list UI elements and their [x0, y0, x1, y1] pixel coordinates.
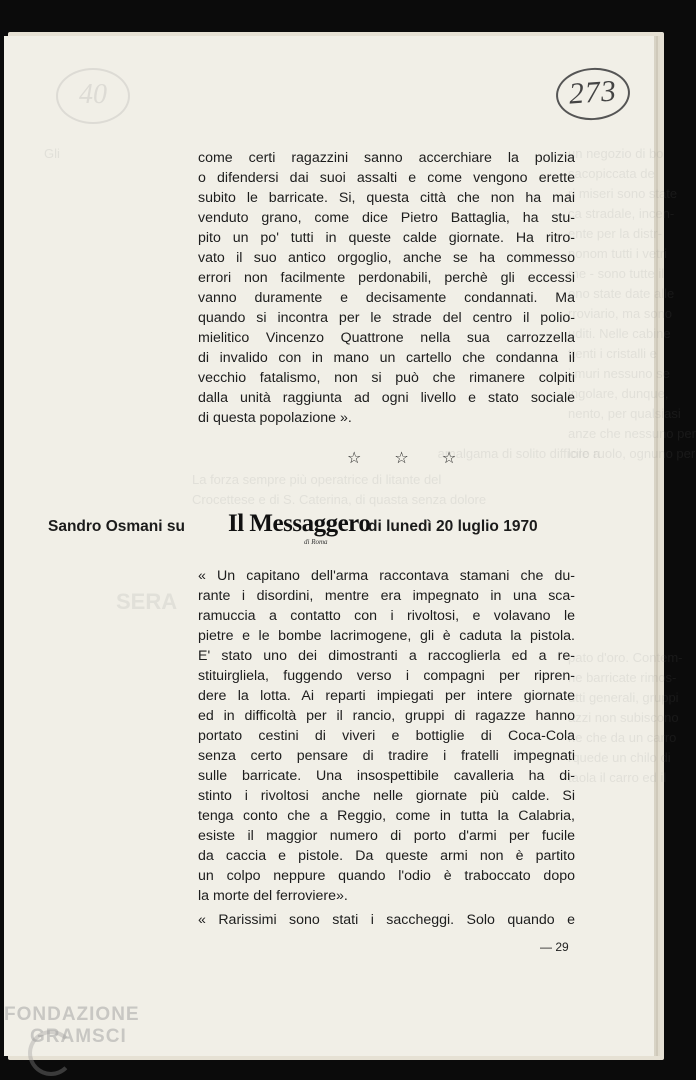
text-line: pietre e le bombe lacrimogene, gli è caduta la pistola.	[198, 628, 575, 644]
bleed-line: un negozio di bo	[568, 146, 664, 161]
bleed-through-sera	[116, 588, 196, 616]
bleed-line: pato d'oro. Contem-	[568, 650, 683, 665]
bleed-through-left	[44, 144, 104, 164]
bleed-line: loro ruolo, ognuno per	[568, 446, 696, 461]
bleed-line: uditi. Nelle cabine	[568, 326, 671, 341]
newspaper-masthead: Il Messaggero	[228, 510, 371, 537]
archive-watermark	[4, 1004, 140, 1048]
text-line: ed in difficoltà per il rancio, gruppi di ragazze hanno	[198, 708, 575, 724]
bleed-line: anze che nessuno per	[568, 426, 696, 441]
text-line: esiste il maggior numero di porto d'armi per fucile	[198, 828, 575, 844]
bleed-through-bottom-wide	[40, 444, 600, 464]
text-line: di invalido con in mano un cartello che condanna il	[198, 350, 575, 366]
archive-number-ghost	[56, 68, 130, 124]
text-line: venduto grano, come dice Pietro Battaglia, ha stu-	[198, 210, 575, 226]
text-line: quando si incontra per le strade del centro il polio-	[198, 310, 575, 326]
text-line: tenga conto che a Reggio, come in tutta la Calabria,	[198, 808, 575, 824]
text-line: ramuccia a contatto con i rivoltosi, e volavano le	[198, 608, 575, 624]
text-line: un colpo neppure quando l'odio è traboccato dopo	[198, 868, 575, 884]
bleed-line: i muri nessuno se	[568, 366, 670, 381]
text-line: vato il suo antico orgoglio, anche se ha commesso	[198, 250, 575, 266]
bleed-line: rquede un chilo di	[568, 750, 671, 765]
bleed-line: nento, per qualsiasi	[568, 406, 681, 421]
body-text-block-1	[198, 148, 575, 428]
bleed-through-middle	[192, 470, 572, 510]
text-line: E' stato uno dei dimostranti a raccoglierla ed a re-	[198, 648, 575, 664]
bleed-line: utti generali, gruppi	[568, 690, 679, 705]
text-line: errori non facilmente perdonabili, perchè gli eccessi	[198, 270, 575, 286]
bleed-line: SERA	[116, 589, 178, 614]
text-line: o difendersi dai suoi assalti e come vengono erette	[198, 170, 575, 186]
text-line: da caccia e pistole. Da queste armi non è partito	[198, 848, 575, 864]
text-line: vecchio fatalismo, non si può che rimanere colpiti	[198, 370, 575, 386]
bleed-through-right	[568, 144, 696, 464]
archive-number-stamp	[554, 65, 631, 122]
text-line: mielitico Vincenzo Quattrone nella sua carrozzella	[198, 330, 575, 346]
bleed-through-lower-right	[568, 648, 683, 788]
bleed-line: ca stradale, incen-	[568, 206, 675, 221]
text-line: senza certo pensare di tradire i fratelli impegnati	[198, 748, 575, 764]
text-line: come certi ragazzini sanno accerchiare la polizia	[198, 150, 575, 166]
body-text-block-2	[198, 566, 575, 930]
newspaper-masthead-sub: di Roma	[304, 538, 328, 546]
section-separator-stars: ☆ ☆ ☆	[347, 448, 471, 467]
bleed-line: Gli	[44, 146, 60, 161]
text-line: di questa popolazione ».	[198, 410, 352, 426]
archive-number-ghost-text: 40	[79, 79, 107, 110]
text-line: dere la lotta. Ai reparti impiegati per intere giornate	[198, 688, 575, 704]
text-line: subito le barricate. Si, questa città che non ha mai	[198, 190, 575, 206]
bleed-line: taola il carro ed il	[568, 770, 667, 785]
publication-date: di lunedì 20 luglio 1970	[368, 518, 538, 535]
bleed-line: me - sono tutte il	[568, 266, 665, 281]
text-line: vanno duramente e decisamente condannati. Ma	[198, 290, 575, 306]
text-line: rante i disordini, mentre era impegnato in una sca-	[198, 588, 575, 604]
archive-number-text: 273	[567, 74, 618, 111]
page-number: — 29	[540, 940, 569, 954]
bleed-line: azzi non subiscono	[568, 710, 679, 725]
watermark-line-1: FONDAZIONE	[4, 1004, 140, 1025]
text-line: stinto i rivoltosi anche nelle giornate più calde. Si	[198, 788, 575, 804]
text-line: « Un capitano dell'arma raccontava stamani che du-	[198, 568, 575, 584]
text-line: « Rarissimi sono stati i saccheggi. Solo quando e	[198, 912, 575, 928]
author-name: Sandro Osmani su	[48, 518, 185, 535]
bleed-line: ne barricate rimos-	[568, 670, 677, 685]
bleed-line: ingolare, dunque,	[568, 386, 669, 401]
bleed-line: amalgama di solito difficile a	[437, 446, 600, 461]
bleed-line: ente per la distr-	[568, 226, 662, 241]
bleed-line: rroviario, ma sono	[568, 306, 673, 321]
bleed-line: La forza sempre più operatrice di litante del	[192, 472, 442, 487]
bleed-line: ne che da un carro	[568, 730, 677, 745]
bleed-line: nonom tutti i vetri	[568, 246, 667, 261]
watermark-line-2: GRAMSCI	[30, 1026, 127, 1047]
text-line: dalla unità raggiunta ad ogni livello e stato sociale	[198, 390, 575, 406]
bleed-line: ri miseri sono state	[568, 186, 678, 201]
text-line: sulle barricate. Una insospettibile cavalleria ha di-	[198, 768, 575, 784]
bleed-line: Crocettese e di S. Caterina, di quasta senza dolore	[192, 492, 487, 507]
article-heading	[48, 510, 578, 550]
text-line: la morte del ferroviere».	[198, 888, 348, 904]
document-page	[4, 36, 696, 1056]
text-line: portato cestini di viveri e bottiglie di Coca-Cola	[198, 728, 575, 744]
bleed-line: ono state date alle	[568, 286, 675, 301]
text-line: pito un po' tutti in queste calde giornate. Ha ritro-	[198, 230, 575, 246]
bleed-line: sacopiccata de	[568, 166, 655, 181]
bleed-line: ttenti i cristalli e	[568, 346, 657, 361]
text-line: stituirgliela, fuggendo verso i compagni per ripren-	[198, 668, 575, 684]
